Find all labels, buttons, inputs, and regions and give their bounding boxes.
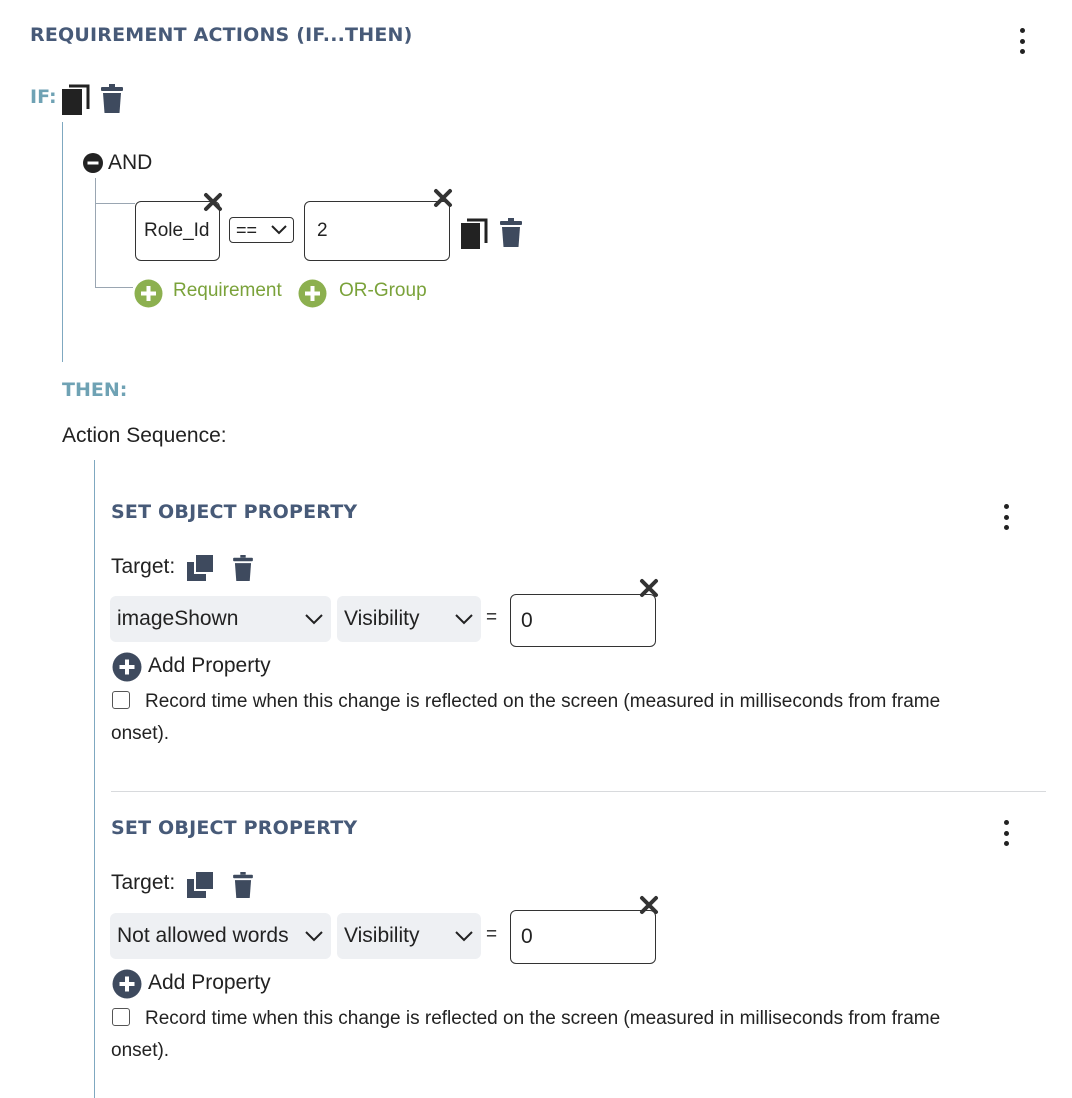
close-icon[interactable] [203,192,223,212]
panel-title: REQUIREMENT ACTIONS (IF...THEN) [30,24,413,46]
record-time-checkbox[interactable] [112,1008,130,1026]
copy-icon[interactable] [461,217,488,249]
record-time-label-line1: Record time when this change is reflected on the screen (measured in milliseconds from frame [145,1008,941,1029]
add-circle-icon[interactable] [112,969,142,999]
target-copy-icon[interactable] [187,554,214,581]
record-time-label-line2: onset). [111,1040,170,1061]
comparator-select[interactable] [229,217,294,243]
plus-circle-icon[interactable] [134,279,163,308]
group-operator[interactable]: AND [108,151,153,174]
action-menu-icon[interactable] [996,504,1016,530]
property-select[interactable] [337,596,481,642]
then-label: THEN: [62,379,128,401]
group-branch-2 [95,287,133,288]
if-label: IF: [30,86,57,108]
property-select-value: Visibility [344,607,420,630]
action-menu-icon[interactable] [996,820,1016,846]
object-select-value: imageShown [117,607,239,630]
action-title: SET OBJECT PROPERTY [111,501,358,523]
target-copy-icon[interactable] [187,871,214,898]
object-select-value: Not allowed words [117,924,289,947]
plus-circle-icon[interactable] [298,279,327,308]
trash-icon[interactable] [500,218,522,247]
group-branch-1 [95,203,135,204]
trash-icon[interactable] [233,872,253,898]
trash-icon[interactable] [233,555,253,581]
comparator-value: == [236,219,258,240]
panel-menu-icon[interactable] [1012,28,1032,54]
chevron-down-icon [271,225,287,235]
then-tree-line [94,460,95,1098]
action-sequence-label: Action Sequence: [62,424,227,447]
action-divider [111,791,1046,792]
trash-icon[interactable] [101,84,123,113]
close-icon[interactable] [639,895,659,915]
equals-sign: = [486,924,498,945]
close-icon[interactable] [433,188,453,208]
chevron-down-icon [455,931,473,942]
target-label: Target: [111,555,176,578]
chevron-down-icon [305,931,323,942]
add-circle-icon[interactable] [112,652,142,682]
condition-right-field[interactable]: 2 [304,201,450,261]
object-select[interactable] [110,596,331,642]
minus-circle-icon[interactable] [83,153,103,173]
property-select-value: Visibility [344,924,420,947]
copy-icon[interactable] [62,83,90,115]
chevron-down-icon [305,614,323,625]
value-input[interactable]: 0 [510,910,656,964]
add-property-button[interactable]: Add Property [148,971,271,994]
target-label: Target: [111,871,176,894]
value-input[interactable]: 0 [510,594,656,647]
record-time-label-line1: Record time when this change is reflected on the screen (measured in milliseconds from frame [145,691,941,712]
group-tree-line [95,178,96,288]
chevron-down-icon [455,614,473,625]
add-or-group-button[interactable]: OR-Group [339,280,427,301]
condition-left-field[interactable]: Role_Id [135,201,220,261]
add-requirement-button[interactable]: Requirement [173,280,282,301]
action-title: SET OBJECT PROPERTY [111,817,358,839]
record-time-checkbox[interactable] [112,691,130,709]
close-icon[interactable] [639,578,659,598]
property-select[interactable] [337,913,481,959]
equals-sign: = [486,607,498,628]
object-select[interactable] [110,913,331,959]
add-property-button[interactable]: Add Property [148,654,271,677]
if-tree-line [62,122,63,362]
record-time-label-line2: onset). [111,723,170,744]
